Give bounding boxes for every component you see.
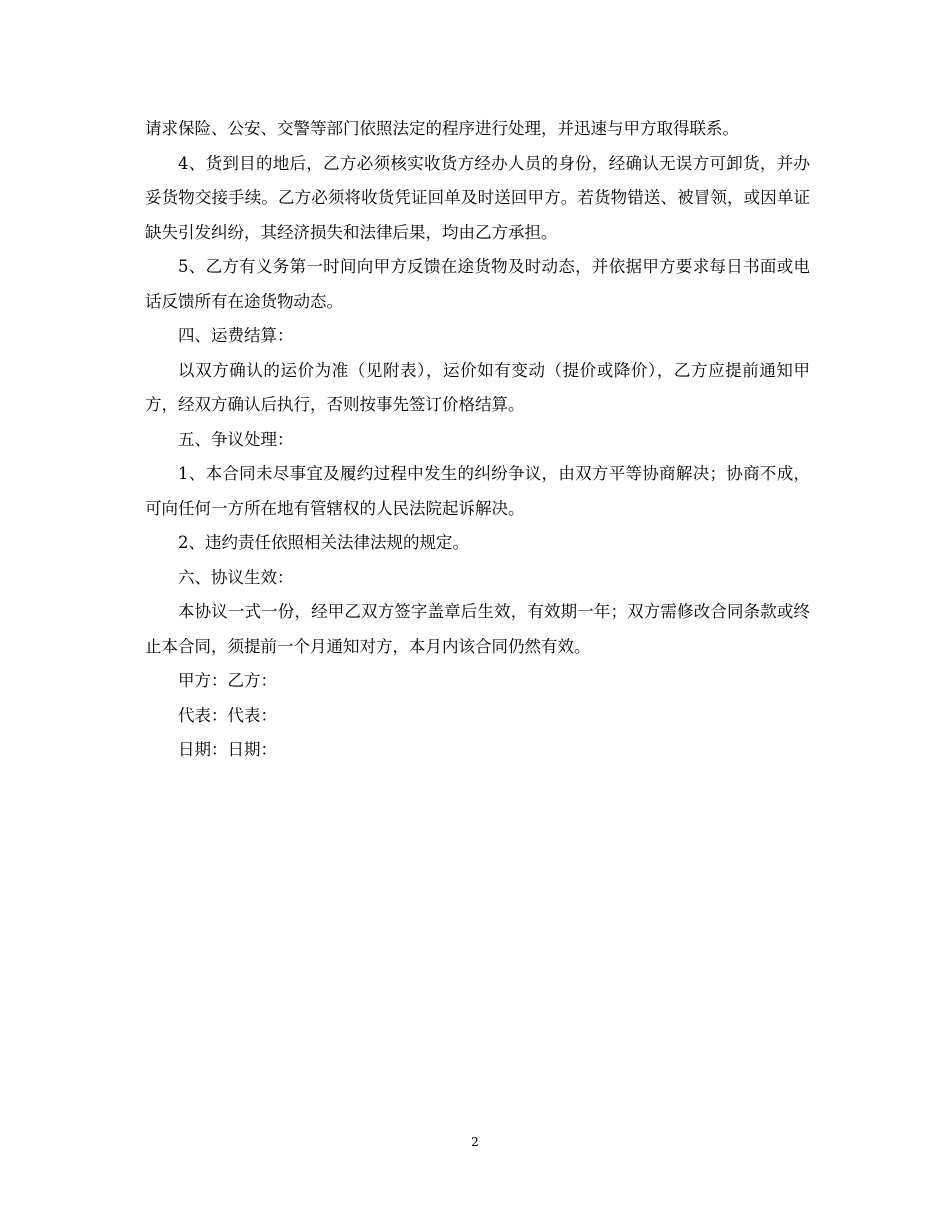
paragraph-freight-settlement: 以双方确认的运价为准（见附表），运价如有变动（提价或降价），乙方应提前通知甲方，经双方确认后执行，否则按事先签订价格结算。 — [145, 360, 810, 414]
signature-representatives: 代表：代表： — [178, 705, 277, 725]
page-number: 2 — [471, 1135, 479, 1149]
signature-dates: 日期：日期： — [178, 740, 277, 759]
document-body — [145, 112, 810, 768]
clause-4-delivery: 4、货到目的地后，乙方必须核实收货方经办人员的身份，经确认无误方可卸货，并办妥货物交接手续。乙方必须将收货凭证回单及时送回甲方。若货物错送、被冒领，或因单证缺失引发纠纷，其经济损失和法律后果，均由乙方承担。 — [145, 153, 810, 242]
signature-parties: 甲方：乙方： — [178, 671, 277, 690]
clause-5-feedback: 5、乙方有义务第一时间向甲方反馈在途货物及时动态，并依据甲方要求每日书面或电话反馈所有在途货物动态。 — [145, 257, 810, 311]
section-heading-effect: 六、协议生效： — [178, 567, 294, 587]
section-heading-freight-settlement: 四、运费结算： — [178, 326, 294, 345]
paragraph-effect: 本协议一式一份，经甲乙双方签字盖章后生效，有效期一年；双方需修改合同条款或终止本合同，须提前一个月通知对方，本月内该合同仍然有效。 — [145, 602, 810, 656]
paragraph-continuation: 请求保险、公安、交警等部门依照法定的程序进行处理，并迅速与甲方取得联系。 — [145, 119, 739, 138]
clause-1-dispute: 1、本合同未尽事宜及履约过程中发生的纠纷争议，由双方平等协商解决；协商不成，可向任何一方所在地有管辖权的人民法院起诉解决。 — [145, 464, 810, 518]
clause-2-liability: 2、违约责任依照相关法律法规的规定。 — [178, 533, 469, 552]
section-heading-dispute: 五、争议处理： — [178, 429, 294, 449]
